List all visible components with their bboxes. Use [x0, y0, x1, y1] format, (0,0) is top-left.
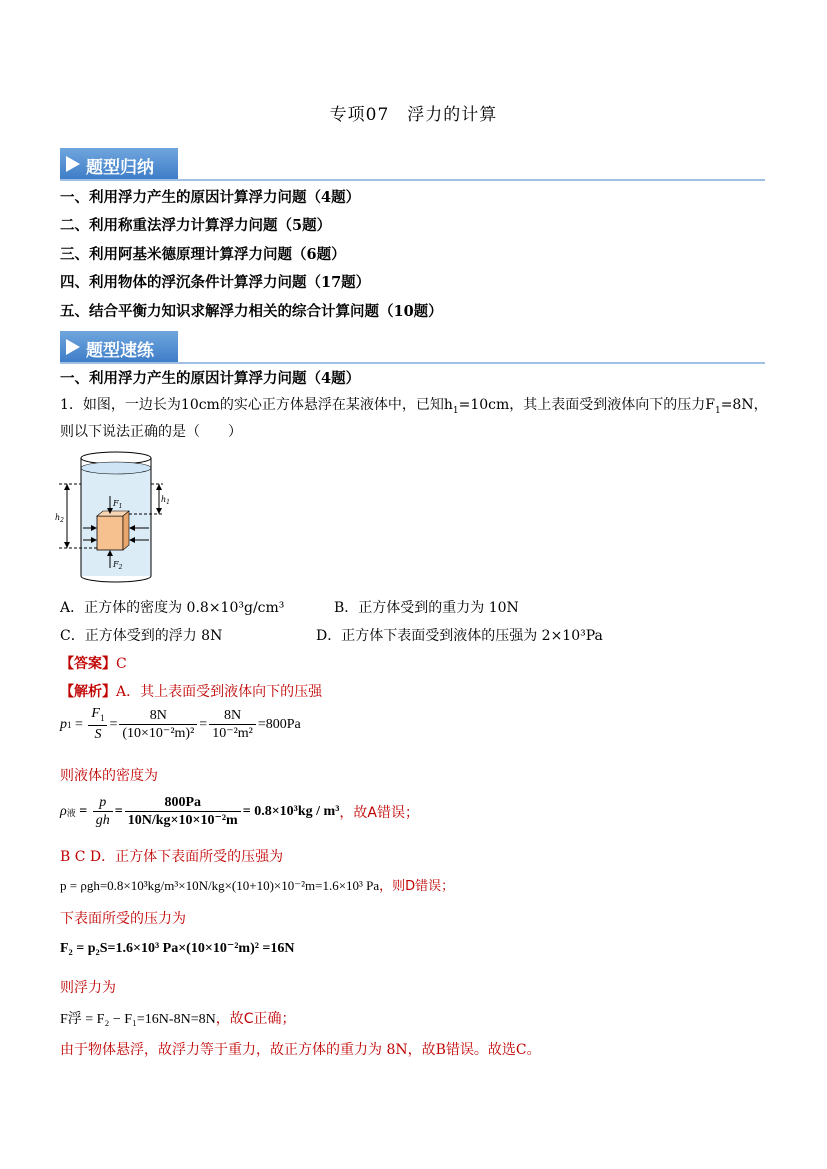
- toc-item: 三、利用阿基米德原理计算浮力问题（6题）: [60, 246, 346, 263]
- analysis-bottom-force: 下表面所受的压力为: [60, 911, 186, 927]
- option-a: A．正方体的密度为 0.8×10³g/cm³: [60, 600, 285, 616]
- analysis-buoyancy: 则浮力为: [60, 980, 116, 996]
- analysis-bcd: B C D．正方体下表面所受的压强为: [60, 849, 284, 865]
- analysis-conclusion: 由于物体悬浮，故浮力等于重力，故正方体的重力为 8N，故B错误。故选C。: [60, 1042, 541, 1058]
- section-heading: 一、利用浮力产生的原因计算浮力问题（4题）: [60, 370, 361, 387]
- option-c: C．正方体受到的浮力 8N: [60, 628, 223, 644]
- banner-label: 题型速练: [86, 341, 154, 361]
- toc-item: 五、结合平衡力知识求解浮力相关的综合计算问题（10题）: [60, 303, 443, 320]
- analysis-density: 则液体的密度为: [60, 768, 158, 784]
- option-b: B．正方体受到的重力为 10N: [334, 600, 519, 616]
- option-d: D．正方体下表面受到液体的压强为 2×10³Pa: [316, 628, 603, 644]
- arrow-icon: [66, 339, 80, 355]
- formula-pressure-top: p 1 = $\frac{F_1}{S}$ = $\frac{8N}{\text{(10×10⁻²m)²}}$ = $\frac{8N}{\text{10⁻²m²}}$ =800Pa: [60, 705, 301, 743]
- label-F1: $F_1$: [113, 499, 123, 510]
- page-title: 专项07 浮力的计算: [329, 105, 498, 125]
- label-h1: $h_1$: [161, 495, 170, 506]
- analysis-a: 【解析】A．其上表面受到液体向下的压强: [60, 684, 323, 700]
- toc-item: 二、利用称重法浮力计算浮力问题（5题）: [60, 217, 332, 234]
- label-h2: $h_2$: [55, 513, 64, 524]
- banner-label: 题型归纳: [86, 158, 154, 178]
- banner-summary: [60, 148, 765, 182]
- answer: 【答案】C: [60, 656, 127, 672]
- formula-bottom-force: F₂ = p₂S=1.6×10³ Pa×(10×10⁻²m)² =16N: [60, 941, 295, 956]
- formula-bottom-pressure: p = ρgh=0.8×10³kg/m³×10N/kg×(10+10)×10⁻²m=1.6×10³ Pa，则D错误；: [60, 878, 455, 894]
- cube-in-liquid-figure: [55, 448, 170, 588]
- toc-item: 一、利用浮力产生的原因计算浮力问题（4题）: [60, 189, 361, 206]
- formula-buoyancy: F浮 = F₂ − F₁=16N-8N=8N，故C正确；: [60, 1011, 296, 1027]
- question-stem: 1．如图，一边长为10cm的实心正方体悬浮在某液体中，已知$h_1=10cm$，其上表面受到液体向下的压力$F_1=8N$，: [60, 397, 768, 416]
- banner-practice: [60, 331, 765, 365]
- toc-item: 四、利用物体的浮沉条件计算浮力问题（17题）: [60, 274, 371, 291]
- formula-density: ρ 液 = $\frac{p}{gh}$ = $\frac{800Pa}{\text{10N/kg×10×10⁻²m}}$ = 0.8×10³kg / m³ ，故A错误；: [60, 794, 419, 828]
- arrow-icon: [66, 156, 80, 172]
- question-stem-line2: 则以下说法正确的是（ ）: [60, 424, 242, 440]
- label-F2: $F_2$: [113, 560, 123, 571]
